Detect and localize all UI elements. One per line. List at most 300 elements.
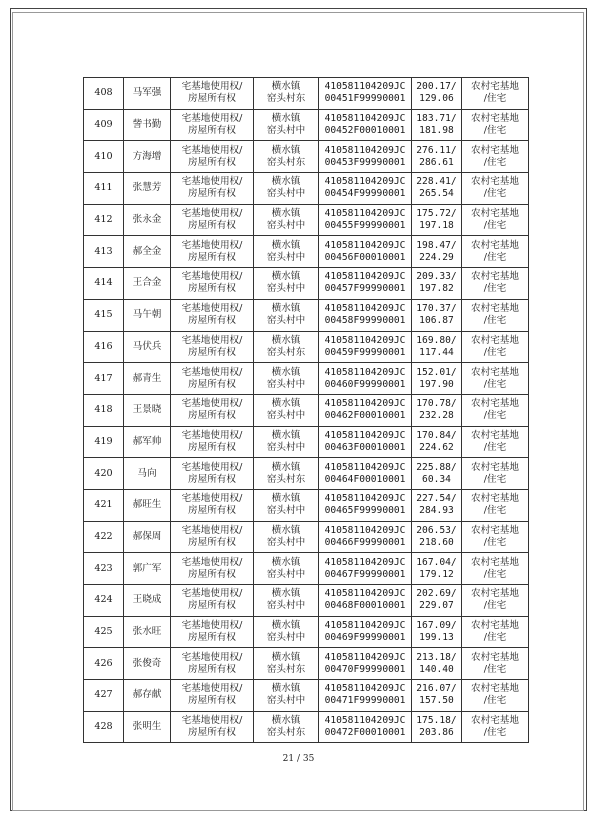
land-use-cell (462, 78, 529, 110)
area-line: 203.86 (419, 727, 454, 739)
row-number-cell: 418 (84, 394, 124, 426)
location-line: 横水镇 (271, 208, 301, 220)
unit-code-line: 00451F99990001 (324, 93, 406, 105)
location-cell (254, 204, 319, 236)
owner-name-cell: 王景晓 (124, 394, 171, 426)
table-row (84, 680, 529, 712)
unit-code-line: 00462F00010001 (324, 410, 406, 422)
area-line: 200.17/ (416, 81, 457, 93)
area-cell (412, 363, 462, 395)
location-line: 横水镇 (271, 651, 301, 663)
land-use-line: /住宅 (483, 441, 507, 453)
right-type-line: 宅基地使用权/ (181, 398, 243, 410)
unit-code-line: 00471F99990001 (324, 695, 406, 707)
unit-code-line: 410581104209JC (324, 239, 406, 251)
right-type-cell (171, 78, 254, 110)
land-use-line: 农村宅基地 (471, 556, 519, 568)
table-row (84, 489, 529, 521)
location-line: 窑头村中 (266, 441, 306, 453)
land-use-line: /住宅 (483, 346, 507, 358)
location-line: 横水镇 (271, 620, 301, 632)
right-type-line: 房屋所有权 (188, 220, 236, 232)
owner-name-cell: 马军强 (124, 78, 171, 110)
land-use-line: /住宅 (483, 727, 507, 739)
location-line: 窑头村东 (266, 156, 306, 168)
table-row (84, 109, 529, 141)
right-type-line: 房屋所有权 (188, 93, 236, 105)
table-row (84, 426, 529, 458)
table-row (84, 204, 529, 236)
land-use-line: 农村宅基地 (471, 144, 519, 156)
area-line: 179.12 (419, 568, 454, 580)
location-line: 窑头村中 (266, 188, 306, 200)
location-line: 窑头村中 (266, 536, 306, 548)
right-type-line: 宅基地使用权/ (181, 651, 243, 663)
unit-code-cell (319, 109, 412, 141)
unit-code-line: 410581104209JC (324, 271, 406, 283)
area-line: 140.40 (419, 663, 454, 675)
right-type-line: 宅基地使用权/ (181, 176, 243, 188)
right-type-line: 房屋所有权 (188, 410, 236, 422)
table-row (84, 331, 529, 363)
land-use-line: 农村宅基地 (471, 303, 519, 315)
location-line: 横水镇 (271, 239, 301, 251)
location-cell (254, 236, 319, 268)
unit-code-cell (319, 585, 412, 617)
area-line: 202.69/ (416, 588, 457, 600)
area-cell (412, 78, 462, 110)
right-type-line: 宅基地使用权/ (181, 144, 243, 156)
owner-name-cell: 张俊奇 (124, 648, 171, 680)
land-use-cell (462, 458, 529, 490)
area-line: 152.01/ (416, 366, 457, 378)
right-type-cell (171, 204, 254, 236)
area-cell (412, 553, 462, 585)
right-type-cell (171, 585, 254, 617)
unit-code-line: 00463F00010001 (324, 441, 406, 453)
table-row (84, 521, 529, 553)
unit-code-cell (319, 458, 412, 490)
location-line: 窑头村中 (266, 251, 306, 263)
location-cell (254, 553, 319, 585)
land-use-line: /住宅 (483, 536, 507, 548)
owner-name-cell: 马午朝 (124, 299, 171, 331)
unit-code-cell (319, 236, 412, 268)
unit-code-cell (319, 173, 412, 205)
row-number-cell: 426 (84, 648, 124, 680)
area-line: 170.78/ (416, 398, 457, 410)
row-number-cell: 428 (84, 711, 124, 743)
owner-name-cell: 王合金 (124, 268, 171, 300)
right-type-line: 房屋所有权 (188, 663, 236, 675)
unit-code-line: 410581104209JC (324, 208, 406, 220)
owner-name-cell: 郝存献 (124, 680, 171, 712)
land-use-cell (462, 553, 529, 585)
location-line: 窑头村中 (266, 632, 306, 644)
row-number-cell: 411 (84, 173, 124, 205)
owner-name-cell: 郝全金 (124, 236, 171, 268)
land-use-line: /住宅 (483, 695, 507, 707)
right-type-cell (171, 553, 254, 585)
location-cell (254, 711, 319, 743)
unit-code-line: 410581104209JC (324, 620, 406, 632)
unit-code-line: 410581104209JC (324, 144, 406, 156)
table-row (84, 616, 529, 648)
unit-code-line: 00452F00010001 (324, 125, 406, 137)
right-type-line: 房屋所有权 (188, 473, 236, 485)
right-type-cell (171, 680, 254, 712)
area-cell (412, 426, 462, 458)
right-type-line: 宅基地使用权/ (181, 683, 243, 695)
owner-name-cell: 郭广军 (124, 553, 171, 585)
row-number-cell: 414 (84, 268, 124, 300)
right-type-cell (171, 394, 254, 426)
location-line: 窑头村中 (266, 378, 306, 390)
unit-code-line: 00459F99990001 (324, 346, 406, 358)
area-line: 181.98 (419, 125, 454, 137)
location-line: 横水镇 (271, 334, 301, 346)
area-line: 213.18/ (416, 651, 457, 663)
right-type-cell (171, 426, 254, 458)
area-line: 276.11/ (416, 144, 457, 156)
area-cell (412, 616, 462, 648)
right-type-line: 房屋所有权 (188, 727, 236, 739)
unit-code-cell (319, 331, 412, 363)
unit-code-cell (319, 489, 412, 521)
right-type-line: 房屋所有权 (188, 536, 236, 548)
unit-code-line: 00470F99990001 (324, 663, 406, 675)
land-use-cell (462, 141, 529, 173)
unit-code-line: 410581104209JC (324, 461, 406, 473)
location-line: 窑头村中 (266, 125, 306, 137)
unit-code-cell (319, 268, 412, 300)
table-row (84, 173, 529, 205)
unit-code-line: 410581104209JC (324, 651, 406, 663)
area-line: 175.72/ (416, 208, 457, 220)
right-type-line: 房屋所有权 (188, 632, 236, 644)
right-type-line: 房屋所有权 (188, 600, 236, 612)
area-cell (412, 268, 462, 300)
right-type-line: 宅基地使用权/ (181, 715, 243, 727)
right-type-line: 房屋所有权 (188, 695, 236, 707)
location-line: 窑头村东 (266, 663, 306, 675)
unit-code-cell (319, 78, 412, 110)
area-line: 216.07/ (416, 683, 457, 695)
unit-code-line: 410581104209JC (324, 366, 406, 378)
location-cell (254, 458, 319, 490)
area-line: 175.18/ (416, 715, 457, 727)
right-type-cell (171, 489, 254, 521)
land-use-cell (462, 363, 529, 395)
location-line: 窑头村中 (266, 283, 306, 295)
area-line: 232.28 (419, 410, 454, 422)
area-line: 209.33/ (416, 271, 457, 283)
location-line: 横水镇 (271, 524, 301, 536)
right-type-cell (171, 173, 254, 205)
land-use-line: 农村宅基地 (471, 398, 519, 410)
location-cell (254, 521, 319, 553)
area-line: 170.37/ (416, 303, 457, 315)
owner-name-cell: 张明生 (124, 711, 171, 743)
area-line: 218.60 (419, 536, 454, 548)
row-number-cell: 410 (84, 141, 124, 173)
unit-code-line: 410581104209JC (324, 715, 406, 727)
unit-code-line: 410581104209JC (324, 588, 406, 600)
location-line: 窑头村中 (266, 600, 306, 612)
land-use-line: 农村宅基地 (471, 620, 519, 632)
unit-code-line: 00464F00010001 (324, 473, 406, 485)
owner-name-cell: 郝军帅 (124, 426, 171, 458)
location-line: 横水镇 (271, 588, 301, 600)
right-type-cell (171, 616, 254, 648)
location-cell (254, 78, 319, 110)
row-number-cell: 424 (84, 585, 124, 617)
location-line: 横水镇 (271, 176, 301, 188)
unit-code-cell (319, 394, 412, 426)
location-cell (254, 585, 319, 617)
unit-code-line: 410581104209JC (324, 176, 406, 188)
unit-code-cell (319, 426, 412, 458)
land-use-cell (462, 489, 529, 521)
row-number-cell: 416 (84, 331, 124, 363)
unit-code-line: 00453F99990001 (324, 156, 406, 168)
location-cell (254, 648, 319, 680)
right-type-cell (171, 109, 254, 141)
table-row (84, 458, 529, 490)
land-use-line: 农村宅基地 (471, 176, 519, 188)
location-line: 横水镇 (271, 715, 301, 727)
land-use-line: 农村宅基地 (471, 493, 519, 505)
right-type-line: 房屋所有权 (188, 378, 236, 390)
land-use-cell (462, 426, 529, 458)
area-line: 198.47/ (416, 239, 457, 251)
land-use-cell (462, 109, 529, 141)
area-line: 183.71/ (416, 113, 457, 125)
owner-name-cell: 张永金 (124, 204, 171, 236)
registration-table (83, 77, 529, 743)
location-line: 窑头村中 (266, 695, 306, 707)
right-type-line: 宅基地使用权/ (181, 429, 243, 441)
unit-code-cell (319, 648, 412, 680)
location-cell (254, 616, 319, 648)
unit-code-line: 410581104209JC (324, 303, 406, 315)
right-type-line: 房屋所有权 (188, 505, 236, 517)
right-type-cell (171, 363, 254, 395)
location-line: 窑头村东 (266, 727, 306, 739)
area-line: 229.07 (419, 600, 454, 612)
table-row (84, 363, 529, 395)
land-use-cell (462, 521, 529, 553)
right-type-line: 房屋所有权 (188, 156, 236, 168)
unit-code-line: 00454F99990001 (324, 188, 406, 200)
unit-code-cell (319, 299, 412, 331)
land-use-cell (462, 680, 529, 712)
land-use-line: /住宅 (483, 663, 507, 675)
land-use-line: /住宅 (483, 93, 507, 105)
area-line: 224.62 (419, 441, 454, 453)
location-line: 横水镇 (271, 113, 301, 125)
table-row (84, 299, 529, 331)
unit-code-cell (319, 711, 412, 743)
table-row (84, 553, 529, 585)
area-line: 167.04/ (416, 556, 457, 568)
table-row (84, 394, 529, 426)
land-use-cell (462, 648, 529, 680)
area-cell (412, 173, 462, 205)
location-line: 横水镇 (271, 493, 301, 505)
row-number-cell: 409 (84, 109, 124, 141)
location-line: 横水镇 (271, 81, 301, 93)
right-type-line: 房屋所有权 (188, 188, 236, 200)
area-line: 197.90 (419, 378, 454, 390)
unit-code-line: 00455F99990001 (324, 220, 406, 232)
location-line: 横水镇 (271, 683, 301, 695)
land-use-line: 农村宅基地 (471, 113, 519, 125)
right-type-cell (171, 458, 254, 490)
right-type-line: 宅基地使用权/ (181, 271, 243, 283)
land-use-line: 农村宅基地 (471, 239, 519, 251)
location-line: 窑头村东 (266, 93, 306, 105)
location-line: 窑头村中 (266, 505, 306, 517)
location-cell (254, 489, 319, 521)
row-number-cell: 423 (84, 553, 124, 585)
area-line: 228.41/ (416, 176, 457, 188)
land-use-line: /住宅 (483, 315, 507, 327)
right-type-line: 宅基地使用权/ (181, 239, 243, 251)
area-line: 227.54/ (416, 493, 457, 505)
right-type-line: 宅基地使用权/ (181, 461, 243, 473)
area-cell (412, 236, 462, 268)
right-type-line: 宅基地使用权/ (181, 620, 243, 632)
area-cell (412, 711, 462, 743)
location-line: 横水镇 (271, 271, 301, 283)
unit-code-line: 00457F99990001 (324, 283, 406, 295)
location-cell (254, 426, 319, 458)
area-cell (412, 521, 462, 553)
unit-code-line: 410581104209JC (324, 556, 406, 568)
area-line: 197.18 (419, 220, 454, 232)
location-cell (254, 109, 319, 141)
right-type-cell (171, 331, 254, 363)
owner-name-cell: 王晓成 (124, 585, 171, 617)
area-cell (412, 141, 462, 173)
land-use-cell (462, 585, 529, 617)
unit-code-cell (319, 680, 412, 712)
area-cell (412, 299, 462, 331)
owner-name-cell: 郝旺生 (124, 489, 171, 521)
right-type-line: 宅基地使用权/ (181, 81, 243, 93)
row-number-cell: 408 (84, 78, 124, 110)
area-line: 199.13 (419, 632, 454, 644)
land-use-line: /住宅 (483, 568, 507, 580)
area-line: 224.29 (419, 251, 454, 263)
right-type-line: 房屋所有权 (188, 441, 236, 453)
land-use-cell (462, 711, 529, 743)
right-type-line: 房屋所有权 (188, 251, 236, 263)
right-type-line: 宅基地使用权/ (181, 208, 243, 220)
unit-code-line: 00465F99990001 (324, 505, 406, 517)
area-cell (412, 458, 462, 490)
land-use-line: /住宅 (483, 188, 507, 200)
unit-code-line: 00469F99990001 (324, 632, 406, 644)
land-use-line: /住宅 (483, 125, 507, 137)
right-type-line: 宅基地使用权/ (181, 113, 243, 125)
unit-code-line: 410581104209JC (324, 524, 406, 536)
unit-code-line: 00472F00010001 (324, 727, 406, 739)
owner-name-cell: 方海增 (124, 141, 171, 173)
location-line: 横水镇 (271, 461, 301, 473)
right-type-line: 宅基地使用权/ (181, 588, 243, 600)
right-type-line: 房屋所有权 (188, 283, 236, 295)
land-use-line: /住宅 (483, 473, 507, 485)
area-line: 167.09/ (416, 620, 457, 632)
land-use-line: /住宅 (483, 505, 507, 517)
right-type-line: 宅基地使用权/ (181, 334, 243, 346)
land-use-cell (462, 204, 529, 236)
location-line: 横水镇 (271, 556, 301, 568)
area-line: 284.93 (419, 505, 454, 517)
unit-code-line: 00460F99990001 (324, 378, 406, 390)
table-row (84, 268, 529, 300)
land-use-line: 农村宅基地 (471, 208, 519, 220)
unit-code-cell (319, 363, 412, 395)
right-type-cell (171, 299, 254, 331)
location-line: 窑头村中 (266, 220, 306, 232)
row-number-cell: 415 (84, 299, 124, 331)
land-use-cell (462, 394, 529, 426)
land-use-line: 农村宅基地 (471, 683, 519, 695)
right-type-line: 房屋所有权 (188, 346, 236, 358)
area-line: 157.50 (419, 695, 454, 707)
unit-code-cell (319, 616, 412, 648)
land-use-line: /住宅 (483, 632, 507, 644)
land-use-line: /住宅 (483, 220, 507, 232)
row-number-cell: 420 (84, 458, 124, 490)
unit-code-line: 410581104209JC (324, 81, 406, 93)
land-use-line: /住宅 (483, 378, 507, 390)
area-cell (412, 680, 462, 712)
land-use-line: 农村宅基地 (471, 334, 519, 346)
land-use-line: /住宅 (483, 410, 507, 422)
area-cell (412, 331, 462, 363)
table-row (84, 711, 529, 743)
land-use-cell (462, 236, 529, 268)
area-line: 265.54 (419, 188, 454, 200)
location-cell (254, 363, 319, 395)
location-line: 横水镇 (271, 144, 301, 156)
unit-code-line: 410581104209JC (324, 113, 406, 125)
location-line: 横水镇 (271, 366, 301, 378)
right-type-cell (171, 236, 254, 268)
location-cell (254, 268, 319, 300)
table-row (84, 648, 529, 680)
right-type-line: 房屋所有权 (188, 125, 236, 137)
land-use-line: /住宅 (483, 600, 507, 612)
location-cell (254, 141, 319, 173)
owner-name-cell: 郝保周 (124, 521, 171, 553)
area-line: 169.80/ (416, 334, 457, 346)
page-number: 21 / 35 (282, 754, 315, 764)
location-cell (254, 331, 319, 363)
table-row (84, 141, 529, 173)
location-cell (254, 680, 319, 712)
unit-code-line: 00456F00010001 (324, 251, 406, 263)
right-type-cell (171, 711, 254, 743)
area-cell (412, 204, 462, 236)
area-cell (412, 648, 462, 680)
area-line: 286.61 (419, 156, 454, 168)
land-use-line: 农村宅基地 (471, 715, 519, 727)
